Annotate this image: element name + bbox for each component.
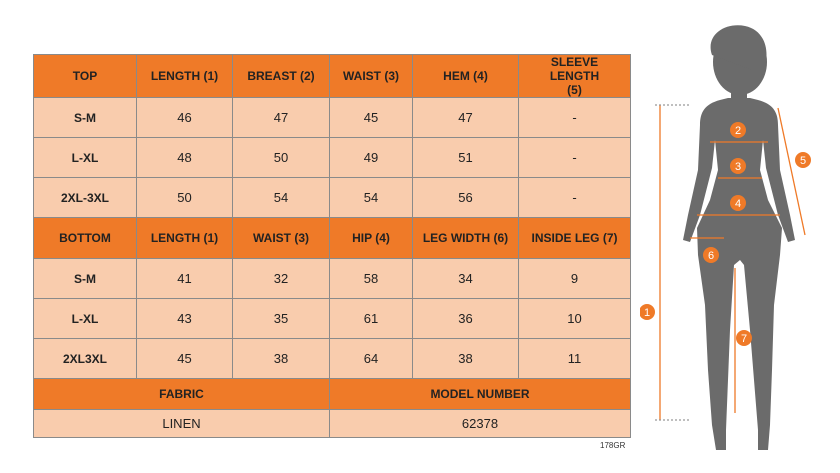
- body-measurement-figure: [640, 20, 840, 473]
- bottom-header-cell: LEG WIDTH (6): [413, 218, 519, 259]
- marker-4: [730, 195, 746, 211]
- size-chart-table: [33, 54, 631, 438]
- table-cell: 9: [519, 259, 631, 299]
- top-header-cell: WAIST (3): [330, 55, 413, 98]
- marker-3: [730, 158, 746, 174]
- table-row: [34, 98, 631, 138]
- table-cell: 49: [330, 138, 413, 178]
- table-row: [34, 259, 631, 299]
- table-cell: -: [519, 138, 631, 178]
- table-cell: 46: [137, 98, 233, 138]
- svg-text:1: 1: [643, 307, 651, 319]
- size-label: 2XL-3XL: [34, 178, 137, 218]
- table-cell: 58: [330, 259, 413, 299]
- marker-5: [795, 152, 811, 168]
- bottom-header-cell: HIP (4): [330, 218, 413, 259]
- table-cell: 32: [233, 259, 330, 299]
- table-row: [34, 299, 631, 339]
- table-cell: 43: [137, 299, 233, 339]
- table-cell: 36: [413, 299, 519, 339]
- bottom-header-cell: INSIDE LEG (7): [519, 218, 631, 259]
- top-header-cell: HEM (4): [413, 55, 519, 98]
- svg-text:7: 7: [740, 333, 748, 345]
- table-cell: 47: [233, 98, 330, 138]
- marker-1: [640, 304, 655, 320]
- table-cell: 10: [519, 299, 631, 339]
- table-cell: 11: [519, 339, 631, 379]
- table-cell: 54: [330, 178, 413, 218]
- table-cell: -: [519, 178, 631, 218]
- table-cell: 41: [137, 259, 233, 299]
- svg-text:6: 6: [707, 250, 715, 262]
- table-cell: 34: [413, 259, 519, 299]
- table-cell: 50: [137, 178, 233, 218]
- marker-7: [736, 330, 752, 346]
- table-row: [34, 138, 631, 178]
- svg-text:5: 5: [799, 155, 807, 167]
- table-row: [34, 339, 631, 379]
- fabric-value-row: [34, 410, 631, 438]
- table-cell: 45: [330, 98, 413, 138]
- table-cell: 54: [233, 178, 330, 218]
- top-header-cell: LENGTH (1): [137, 55, 233, 98]
- top-header-cell: BREAST (2): [233, 55, 330, 98]
- size-label: L-XL: [34, 299, 137, 339]
- size-label: S-M: [34, 98, 137, 138]
- model-number-value: 62378: [330, 410, 631, 438]
- table-cell: 45: [137, 339, 233, 379]
- fabric-value: LINEN: [34, 410, 330, 438]
- model-number-label: MODEL NUMBER: [330, 379, 631, 410]
- table-cell: -: [519, 98, 631, 138]
- table-cell: 47: [413, 98, 519, 138]
- table-cell: 35: [233, 299, 330, 339]
- size-label: 2XL3XL: [34, 339, 137, 379]
- size-label: L-XL: [34, 138, 137, 178]
- svg-text:4: 4: [734, 198, 742, 210]
- table-cell: 38: [413, 339, 519, 379]
- bottom-header-cell: WAIST (3): [233, 218, 330, 259]
- svg-text:2: 2: [734, 125, 742, 137]
- table-cell: 51: [413, 138, 519, 178]
- table-cell: 56: [413, 178, 519, 218]
- bottom-header-cell: BOTTOM: [34, 218, 137, 259]
- bottom-header-row: [34, 218, 631, 259]
- table-cell: 50: [233, 138, 330, 178]
- size-label: S-M: [34, 259, 137, 299]
- fabric-label: FABRIC: [34, 379, 330, 410]
- bottom-header-cell: LENGTH (1): [137, 218, 233, 259]
- fabric-header-row: [34, 379, 631, 410]
- top-header-cell: SLEEVE LENGTH (5): [519, 55, 631, 98]
- table-row: [34, 178, 631, 218]
- table-cell: 64: [330, 339, 413, 379]
- table-cell: 61: [330, 299, 413, 339]
- table-cell: 48: [137, 138, 233, 178]
- marker-2: [730, 122, 746, 138]
- table-cell: 38: [233, 339, 330, 379]
- svg-text:3: 3: [734, 161, 742, 173]
- top-header-row: [34, 55, 631, 98]
- marker-6: [703, 247, 719, 263]
- product-code: 178GR: [600, 441, 626, 450]
- top-header-cell: TOP: [34, 55, 137, 98]
